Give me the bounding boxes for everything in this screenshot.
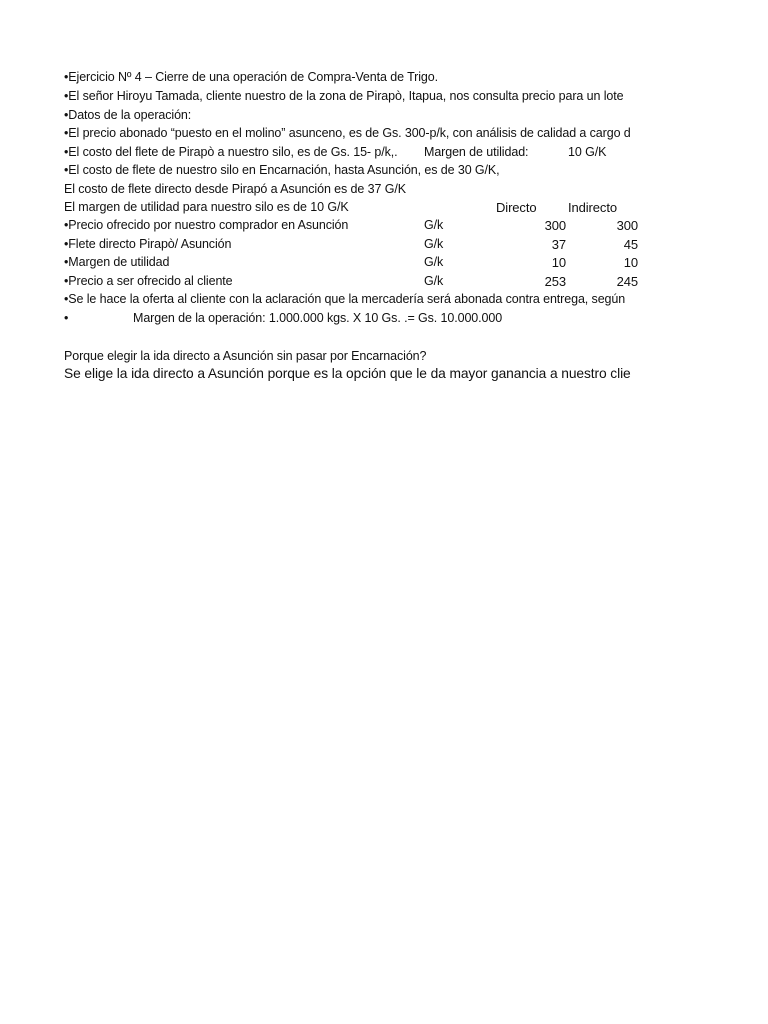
offer-line: •Se le hace la oferta al cliente con la aclaración que la mercadería será abonada contra entrega, según (64, 292, 626, 306)
silo-margin-line: El margen de utilidad para nuestro silo es de 10 G/K (64, 200, 349, 214)
answer-text: Se elige la ida directo a Asunción porque es la opción que le da mayor ganancia a nuestro clie (64, 366, 631, 381)
margin-value: 10 G/K (568, 145, 607, 159)
row-value-indirecto: 45 (623, 237, 638, 252)
row-value-indirecto: 10 (623, 255, 638, 270)
price-paid-line: •El precio abonado “puesto en el molino” asunceno, es de Gs. 300-p/k, con análisis de calidad a cargo d (64, 126, 631, 140)
column-header-indirecto: Indirecto (568, 200, 617, 215)
row-label: •Flete directo Pirapò/ Asunción (64, 237, 232, 251)
bullet: • (64, 311, 69, 325)
operation-data-heading: •Datos de la operación: (64, 108, 192, 122)
row-value-directo: 10 (551, 255, 566, 270)
row-value-indirecto: 300 (616, 218, 638, 233)
exercise-title: •Ejercicio Nº 4 – Cierre de una operación de Compra-Venta de Trigo. (64, 70, 438, 84)
row-label: •Margen de utilidad (64, 255, 170, 269)
freight-to-silo-line: •El costo del flete de Pirapò a nuestro silo, es de Gs. 15- p/k,. (64, 145, 398, 159)
row-unit: G/k (424, 274, 444, 288)
row-unit: G/k (424, 255, 444, 269)
operation-margin: Margen de la operación: 1.000.000 kgs. X 10 Gs. .= Gs. 10.000.000 (133, 311, 503, 325)
row-value-directo: 37 (551, 237, 566, 252)
row-label: •Precio a ser ofrecido al cliente (64, 274, 233, 288)
row-value-directo: 300 (544, 218, 566, 233)
question-text: Porque elegir la ida directo a Asunción sin pasar por Encarnación? (64, 349, 427, 363)
margin-label: Margen de utilidad: (424, 145, 529, 159)
row-unit: G/k (424, 218, 444, 232)
client-description: •El señor Hiroyu Tamada, cliente nuestro de la zona de Pirapò, Itapua, nos consulta precio para un lote (64, 89, 624, 103)
row-value-indirecto: 245 (616, 274, 638, 289)
row-unit: G/k (424, 237, 444, 251)
direct-freight-line: El costo de flete directo desde Pirapó a Asunción es de 37 G/K (64, 182, 406, 196)
column-header-directo: Directo (496, 200, 537, 215)
row-label: •Precio ofrecido por nuestro comprador en Asunción (64, 218, 349, 232)
row-value-directo: 253 (544, 274, 566, 289)
freight-encarnacion-line: •El costo de flete de nuestro silo en Encarnación, hasta Asunción, es de 30 G/K, (64, 163, 500, 177)
